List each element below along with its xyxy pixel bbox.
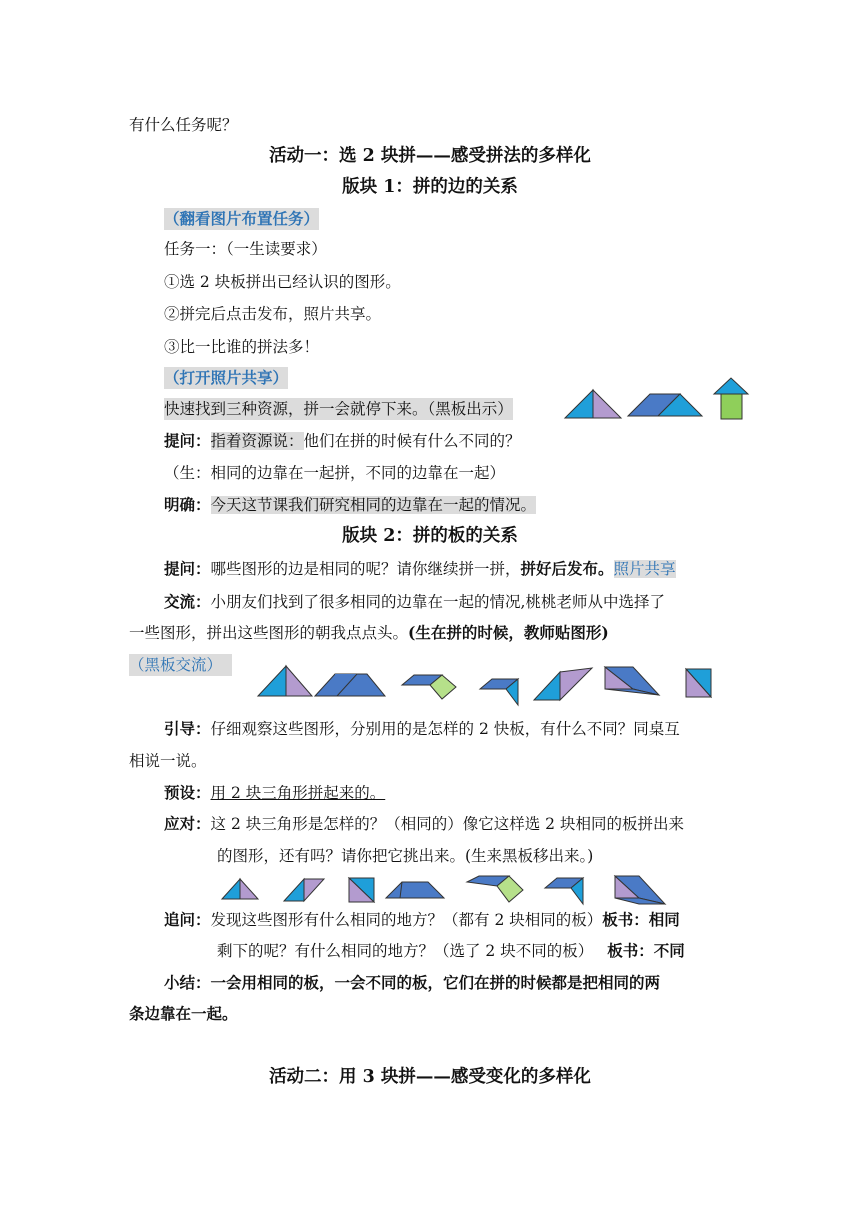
note-share: （打开照片共享） — [164, 368, 289, 387]
ask1-label: 提问： — [164, 431, 211, 450]
followup-text-1: 发现这些图形有什么相同的地方？（都有 2 块相同的板） — [210, 911, 603, 929]
preset-text: 用 2 块三角形拼起来的。 — [210, 784, 386, 802]
board-shape-7 — [684, 667, 714, 699]
section1-title: 版块 1：拼的边的关系 — [342, 177, 518, 197]
exchange-line2 — [129, 622, 609, 644]
preset-label: 预设： — [164, 783, 211, 802]
board-shape-6 — [603, 665, 663, 699]
triangle-pair-shape — [565, 388, 625, 420]
ask1-text: 他们在拼的时候有什么不同的？ — [303, 432, 521, 450]
board-shape-4 — [480, 677, 522, 707]
exchange-text-2a: 一些图形，拼出这些图形的朝我点点头。 — [129, 624, 409, 642]
student1-text: （生：相同的边靠在一起拼，不同的边靠在一起） — [164, 464, 506, 482]
respond-text-2: 的图形，还有吗？请你把它挑出来。(生来黑板移出来。) — [217, 847, 594, 865]
respond-text-1: 这 2 块三角形是怎样的？（相同的）像它这样选 2 块相同的板拼出来 — [210, 815, 684, 833]
ask1-highlight: 指着资源说： — [210, 432, 304, 450]
parallelogram-triangle-shape — [628, 392, 704, 418]
select-shape-4 — [386, 880, 446, 900]
followup-label: 追问： — [164, 910, 211, 929]
guide-text-1: 仔细观察这些图形，分别用的是怎样的 2 快板，有什么不同？同桌互 — [210, 720, 680, 738]
select-shape-3 — [347, 876, 377, 904]
ask2-bold: 拼好后发布。 — [520, 559, 614, 578]
followup-text-2: 剩下的呢？有什么相同的地方？（选了 2 块不同的板） — [217, 942, 594, 960]
exchange-text-1: 小朋友们找到了很多相同的边靠在一起的情况,桃桃老师从中选择了 — [210, 593, 665, 611]
task1-label: 任务一：（一生读要求） — [164, 240, 327, 258]
photo-share-link[interactable]: 照片共享 — [613, 560, 676, 578]
respond-label: 应对： — [164, 814, 211, 833]
ask2-text: 哪些图形的边是相同的呢？请你继续拼一拼， — [210, 560, 521, 578]
ask2-line — [164, 558, 676, 580]
clarify-text: 今天这节课我们研究相同的边靠在一起的情况。 — [210, 496, 537, 514]
exchange-line1 — [164, 591, 665, 613]
find-text: 快速找到三种资源，拼一会就停下来。（黑板出示） — [164, 400, 513, 418]
task1-item-3: ③比一比谁的拼法多！ — [164, 338, 320, 356]
summary-line1 — [164, 972, 660, 994]
note-board: （黑板交流） — [129, 654, 232, 676]
task1-item-1: ①选 2 块板拼出已经认识的图形。 — [164, 273, 401, 291]
summary-label: 小结： — [164, 973, 211, 992]
activity1-title: 活动一：选 2 块拼——感受拼法的多样化 — [269, 146, 591, 166]
respond-line1 — [164, 813, 684, 835]
followup-line1 — [164, 909, 680, 931]
task1-item-2: ②拼完后点击发布，照片共享。 — [164, 305, 382, 323]
guide-label: 引导： — [164, 719, 211, 738]
guide-text-2: 相说一说。 — [129, 752, 207, 770]
select-shape-6 — [545, 876, 587, 906]
summary-text-2: 条边靠在一起。 — [129, 1004, 238, 1023]
ask2-label: 提问： — [164, 559, 211, 578]
exchange-label: 交流： — [164, 592, 211, 611]
select-shape-1 — [222, 877, 260, 901]
summary-text-1: 一会用相同的板，一会不同的板，它们在拼的时候都是把相同的两 — [210, 973, 661, 992]
section2-title: 版块 2：拼的板的关系 — [342, 526, 518, 546]
followup-bold-2: 板书：不同 — [607, 941, 685, 960]
clarify-line — [164, 494, 536, 516]
ask1-line — [164, 430, 521, 452]
followup-line2 — [217, 940, 685, 962]
activity2-title: 活动二：用 3 块拼——感受变化的多样化 — [269, 1067, 591, 1087]
guide-line1 — [164, 718, 680, 740]
exchange-text-2b: (生在拼的时候，教师贴图形) — [408, 623, 609, 642]
followup-bold-1: 板书：相同 — [602, 910, 680, 929]
clarify-label: 明确： — [164, 495, 211, 514]
preset-line — [164, 782, 385, 804]
board-shape-5 — [534, 666, 594, 702]
note-flip: （翻看图片布置任务） — [164, 209, 320, 228]
house-shape — [712, 376, 752, 422]
select-shape-7 — [613, 874, 667, 906]
intro-text: 有什么任务呢？ — [129, 116, 238, 134]
select-shape-5 — [467, 874, 525, 904]
select-shape-2 — [284, 877, 326, 903]
board-shape-1 — [258, 664, 314, 698]
board-shape-2 — [315, 672, 391, 698]
board-shape-3 — [402, 673, 458, 701]
